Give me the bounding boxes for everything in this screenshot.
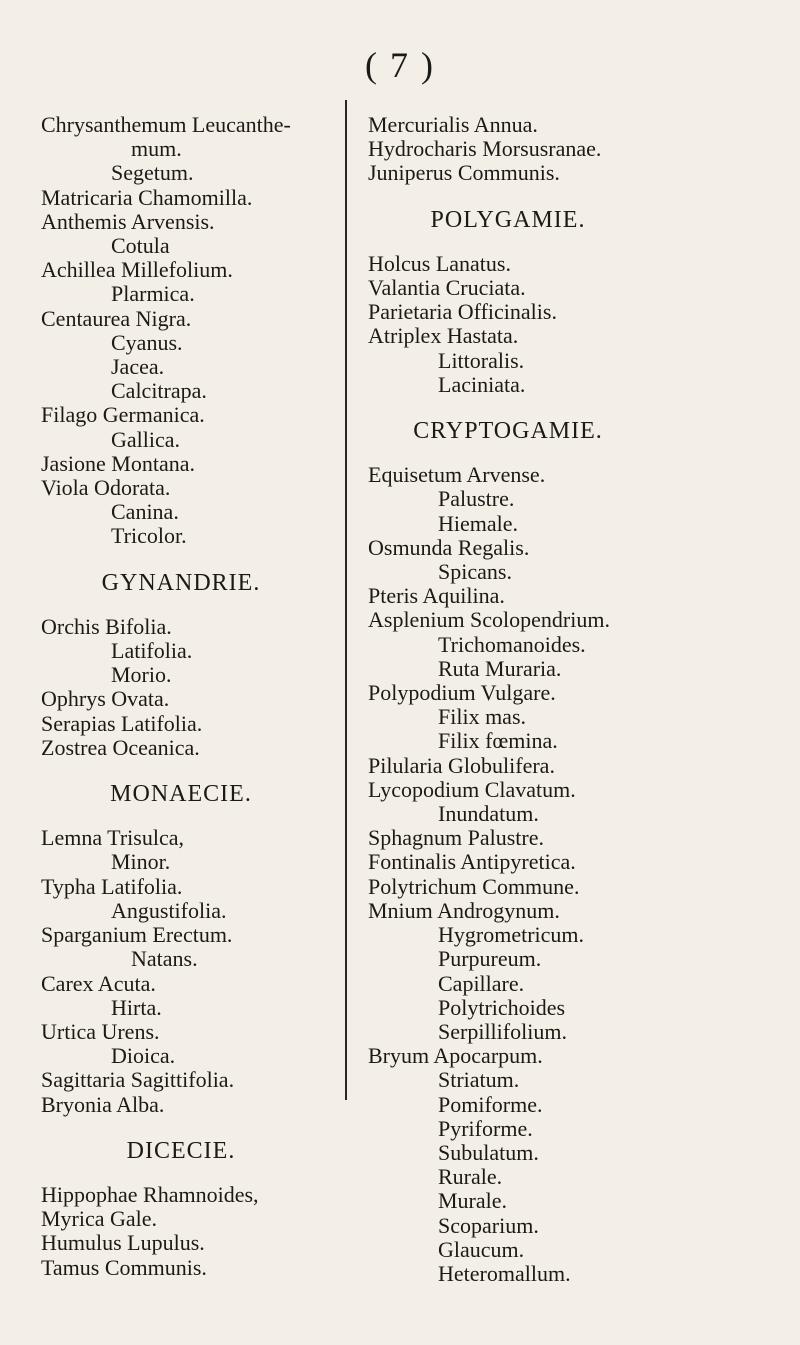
species-entry: Latifolia. (111, 638, 193, 664)
species-entry: Dioica. (111, 1043, 176, 1069)
species-entry: Valantia Cruciata. (368, 275, 526, 301)
species-entry: Matricaria Chamomilla. (41, 184, 253, 210)
species-entry: Calcitrapa. (111, 378, 207, 404)
species-entry: Polytrichoides (438, 994, 566, 1020)
species-entry: Rurale. (438, 1164, 503, 1190)
species-entry: Palustre. (438, 486, 515, 512)
species-entry: Humulus Lupulus. (41, 1230, 205, 1256)
species-entry: Jasione Montana. (41, 450, 195, 476)
species-entry: Tricolor. (111, 523, 187, 549)
species-entry: Filago Germanica. (41, 402, 205, 428)
species-entry: Pteris Aquilina. (368, 583, 505, 609)
species-entry: Littoralis. (438, 347, 525, 373)
species-entry: Hydrocharis Morsusranae. (368, 136, 602, 162)
species-entry: Filix mas. (438, 704, 527, 730)
species-entry: Spicans. (438, 559, 512, 585)
species-entry: Typha Latifolia. (41, 873, 183, 899)
species-entry: Hiemale. (438, 510, 519, 536)
species-entry: Asplenium Scolopendrium. (368, 607, 610, 633)
section-heading: CRYPTOGAMIE. (413, 418, 603, 445)
page-number: ( 7 ) (365, 45, 435, 85)
species-entry: Striatum. (438, 1067, 520, 1093)
species-entry: Polypodium Vulgare. (368, 680, 556, 706)
species-entry: Subulatum. (438, 1139, 539, 1165)
species-entry: Filix fœmina. (438, 728, 558, 754)
species-entry: Orchis Bifolia. (41, 613, 172, 639)
species-entry: Natans. (131, 946, 198, 972)
species-entry: Centaurea Nigra. (41, 305, 192, 331)
species-entry: Polytrichum Commune. (368, 873, 580, 899)
species-entry: Trichomanoides. (438, 631, 586, 657)
section-heading: POLYGAMIE. (430, 206, 586, 233)
right-column (368, 113, 668, 1286)
species-entry: Gallica. (111, 426, 181, 452)
species-entry: Serpillifolium. (438, 1018, 567, 1044)
species-entry: Capillare. (438, 970, 525, 996)
species-entry: Mnium Androgynum. (368, 897, 560, 923)
species-entry: Cyanus. (111, 329, 183, 355)
species-entry: Fontinalis Antipyretica. (368, 849, 576, 875)
species-entry: Urtica Urens. (41, 1018, 160, 1044)
species-entry: Segetum. (111, 160, 194, 186)
species-entry: Hygrometricum. (438, 922, 585, 948)
species-entry: Bryum Apocarpum. (368, 1043, 543, 1069)
species-entry: Canina. (111, 499, 179, 525)
left-column (41, 113, 341, 1280)
species-entry: Hirta. (111, 994, 162, 1020)
species-entry: Laciniata. (438, 371, 526, 397)
species-entry: Lycopodium Clavatum. (368, 776, 576, 802)
species-entry: Lemna Trisulca, (41, 825, 184, 851)
species-entry: Scoparium. (438, 1212, 539, 1238)
species-entry: Morio. (111, 662, 172, 688)
species-entry: Jacea. (111, 354, 165, 380)
species-entry: Murale. (438, 1188, 508, 1214)
species-entry: Angustifolia. (111, 897, 227, 923)
species-entry: Cotula (111, 233, 170, 259)
column-divider (345, 100, 347, 1100)
species-entry: Heteromallum. (438, 1260, 571, 1286)
species-entry: Sagittaria Sagittifolia. (41, 1067, 235, 1093)
species-entry: Purpureum. (438, 946, 542, 972)
species-entry: Parietaria Officinalis. (368, 299, 557, 325)
species-entry: Juniperus Communis. (368, 160, 560, 186)
section-heading: DICECIE. (126, 1137, 236, 1164)
species-entry: Osmunda Regalis. (368, 534, 530, 560)
section-heading: GYNANDRIE. (101, 569, 261, 596)
species-entry: Pyriforme. (438, 1115, 533, 1141)
species-entry: Ophrys Ovata. (41, 686, 170, 712)
species-entry: Bryonia Alba. (41, 1091, 165, 1117)
species-entry: Glaucum. (438, 1236, 525, 1262)
species-entry: Mercurialis Annua. (368, 112, 538, 137)
section-heading: MONAECIE. (110, 781, 252, 808)
species-entry: Inundatum. (438, 801, 539, 827)
species-entry: Ruta Muraria. (438, 655, 562, 681)
species-entry: Sparganium Erectum. (41, 922, 233, 948)
species-entry: Viola Odorata. (41, 475, 171, 501)
species-entry: Myrica Gale. (41, 1206, 158, 1232)
species-entry: Pomiforme. (438, 1091, 543, 1117)
species-entry: mum. (131, 136, 182, 162)
species-entry: Equisetum Arvense. (368, 462, 546, 488)
species-entry: Sphagnum Palustre. (368, 825, 544, 851)
species-entry: Holcus Lanatus. (368, 250, 511, 276)
species-entry: Pilularia Globulifera. (368, 752, 555, 778)
species-entry: Carex Acuta. (41, 970, 156, 996)
species-entry: Hippophae Rhamnoides, (41, 1181, 259, 1207)
species-entry: Minor. (111, 849, 171, 875)
species-entry: Serapias Latifolia. (41, 710, 203, 736)
species-entry: Achillea Millefolium. (41, 257, 233, 283)
species-entry: Atriplex Hastata. (368, 323, 519, 349)
species-entry: Plarmica. (111, 281, 195, 307)
species-entry: Anthemis Arvensis. (41, 208, 215, 234)
species-entry: Chrysanthemum Leucanthe- (41, 112, 291, 137)
species-entry: Tamus Communis. (41, 1254, 207, 1280)
species-entry: Zostrea Oceanica. (41, 734, 200, 760)
